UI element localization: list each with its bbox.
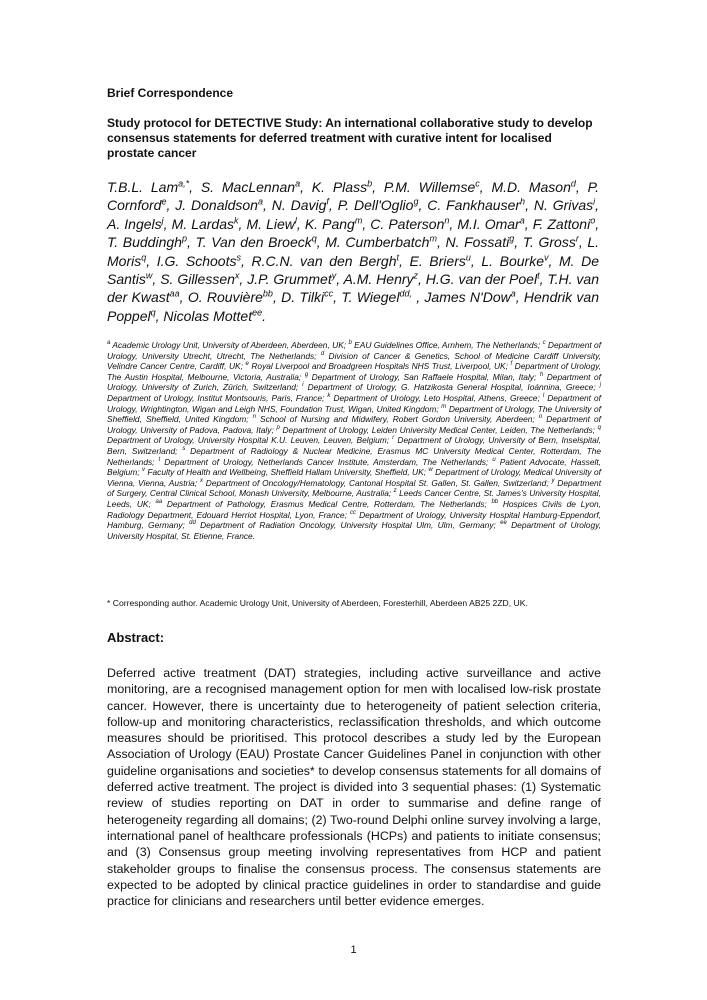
author-affiliation-mark: t	[537, 270, 540, 281]
affiliation-mark: t	[158, 456, 161, 463]
affiliation-mark: d	[320, 350, 325, 357]
author-name: E. Briers	[409, 252, 466, 269]
affiliation-text: Department of Urology, G. Hatzikosta General Hospital, Ioánnina, Greece;	[307, 382, 596, 393]
author-affiliation-mark: p	[181, 233, 187, 244]
author-affiliation-mark: r	[575, 233, 579, 244]
affiliation-mark: z	[393, 488, 397, 495]
affiliation-mark: a	[107, 340, 111, 347]
author-name: Nicolas Mottet	[163, 307, 253, 324]
affiliation-text: EAU Guidelines Office, Arnhem, The Netherlands;	[354, 340, 541, 350]
affiliation-text: Department of Urology, Institut Montsouris, Paris, France;	[107, 392, 325, 403]
author-affiliation-mark: t	[396, 251, 400, 262]
author-affiliation-mark: dd,	[399, 288, 412, 299]
author-affiliation-mark: v	[544, 251, 549, 262]
author-affiliation-mark: i	[593, 196, 596, 207]
affiliation-mark: x	[199, 477, 203, 484]
author-affiliation-mark: w	[145, 270, 153, 281]
author-affiliation-mark: d	[570, 178, 576, 189]
affiliation-text: Leeds Cancer Centre, St. James's University Hospital, Leeds, UK;	[107, 488, 601, 509]
author-affiliation-mark: x	[234, 270, 240, 281]
author-name: T. Gross	[522, 234, 576, 251]
affiliation-text: Faculty of Health and Wellbeing, Sheffield Hallam University, Sheffield, UK;	[147, 467, 426, 478]
affiliation-text: Department of Urology, University of Zurich, Zürich, Switzerland;	[107, 371, 602, 393]
author-name: M. Cumberbatch	[325, 234, 430, 251]
author-name: T. Wiegel	[341, 289, 400, 306]
author-affiliation-mark: cc	[324, 288, 334, 299]
page-number: 1	[350, 944, 357, 956]
author-name: P. Dell'Oglio	[337, 197, 414, 214]
author-name: T.B.L. Lam	[107, 179, 179, 195]
author-name: , James N'Dow	[416, 289, 511, 306]
affiliation-mark: b	[348, 340, 352, 347]
affiliation-mark: c	[542, 340, 546, 347]
abstract-body: Deferred active treatment (DAT) strategies, including active surveillance and active monitoring, are a recognised management option for men with localised low-risk prostate cancer. However, there is uncertainty due to heterogeneity of patient selection criteria, follow-up and monitoring characteristics, reclassification thresholds, and which outcome measures should be prioritised. This protocol describes a study led by the European Association of Urology (EAU) Prostate Cancer Guidelines Panel in conjunction with other guideline organisations and societies* to develop consensus statements for all domains of deferred active treatment. The project is divided into 3 sequential phases: (1) Systematic review of studies reporting on DAT in order to summarise and define range of heterogeneity regarding all domains; (2) Two-round Delphi online survey involving a large, international panel of healthcare professionals (HCPs) and patients to initiate consensus; and (3) Consensus group meeting involving representatives from HCP and patient stakeholder groups to finalise the consensus process. The consensus statements are expected to be adopted by clinical practice guidelines in order to standardise and guide practice for clinicians and researchers until better evidence emerges.	[107, 666, 601, 909]
author-name: M. Lardas	[171, 215, 235, 232]
abstract-heading: Abstract:	[107, 630, 165, 645]
affiliation-text: Department of Urology, Leiden University Medical Center, Leiden, The Netherlands;	[282, 424, 595, 435]
affiliation-mark: e	[245, 361, 249, 368]
author-name: M.I. Omar	[457, 215, 520, 232]
author-name: S. MacLennan	[200, 179, 296, 195]
affiliation-text: Hospices Civils de Lyon, Radiology Department, Edouard Herriot Hospital, Lyon, France;	[107, 498, 601, 520]
author-name: A.M. Henry	[343, 271, 414, 288]
affiliation-mark: ee	[500, 520, 507, 527]
author-affiliation-mark: a,*	[178, 178, 190, 189]
affiliation-mark: r	[392, 435, 395, 442]
author-affiliation-mark: f	[326, 196, 329, 207]
affiliation-mark: s	[182, 446, 186, 453]
author-affiliation-mark: h	[520, 196, 526, 207]
affiliation-text: Department of Urology, University Hospital K.U. Leuven, Leuven, Belgium;	[107, 435, 390, 446]
affiliation-text: Department of Urology, University Utrecht, Utrecht, The Netherlands;	[107, 340, 602, 361]
author-name: C. Paterson	[370, 215, 445, 232]
affiliation-mark: aa	[155, 499, 163, 506]
affiliation-text: Department of Urology, Wrightington, Wigan and Leigh NHS, Foundation Trust, Wigan, United Kingdom;	[107, 392, 602, 414]
author-name: T. Van den Broeck	[195, 234, 312, 251]
affiliation-text: Academic Urology Unit, University of Aberdeen, Aberdeen, UK;	[112, 340, 347, 350]
author-name: P.M. Willemse	[383, 179, 476, 195]
author-name: N. Grivas	[533, 197, 594, 214]
author-name: L. Bourke	[481, 252, 544, 269]
author-affiliation-mark: s	[236, 251, 241, 262]
author-affiliation-mark: b	[367, 178, 373, 189]
author-affiliation-mark: l	[294, 215, 297, 226]
author-name: C. Fankhauser	[427, 197, 521, 214]
author-name: L. Moris	[107, 234, 600, 269]
affiliation-text: Patient Advocate, Hasselt, Belgium;	[107, 456, 602, 478]
affiliation-text: Department of Urology, Leto Hospital, Athens, Greece;	[333, 392, 540, 403]
affiliation-mark: cc	[349, 509, 356, 516]
corresponding-author-note: * Corresponding author. Academic Urology Unit, University of Aberdeen, Foresterhill, Aberdeen AB25 2ZD, UK.	[107, 598, 528, 608]
author-affiliation-mark: a	[257, 196, 263, 207]
author-affiliation-mark: q	[141, 251, 147, 262]
author-name: R.C.N. van den Bergh	[251, 252, 397, 269]
author-affiliation-mark: a	[295, 178, 301, 189]
affiliation-text: Department of Urology, San Raffaele Hospital, Milan, Italy;	[311, 371, 537, 382]
author-name: K. Pang	[304, 215, 355, 232]
affiliation-text: Department of Radiology & Nuclear Medicine, Erasmus MC University Medical Center, Rotterdam, The Netherlands;	[107, 445, 602, 467]
affiliation-mark: m	[441, 403, 447, 410]
author-affiliation-mark: m	[429, 233, 437, 244]
author-name: M. Liew	[246, 215, 295, 232]
author-name: S. Gillessen	[160, 271, 235, 288]
author-name: A. Ingels	[107, 215, 162, 232]
affiliation-mark: l	[542, 393, 545, 400]
author-name: T. Buddingh	[107, 234, 182, 251]
author-name: Hendrik van Poppel	[107, 289, 599, 324]
affiliation-text: Department of Radiation Oncology, University Hospital Ulm, Ulm, Germany;	[200, 520, 496, 531]
affiliation-text: School of Nursing and Midwifery, Robert Gordon University, Aberdeen;	[260, 414, 535, 425]
affiliation-text: Division of Cancer & Genetics, School of Medicine Cardiff University, Velindre Cancer Centre, Cardiff, UK;	[107, 350, 601, 372]
author-name: D. Tilki	[281, 289, 325, 306]
affiliation-text: Royal Liverpool and Broadgreen Hospitals NHS Trust, Liverpool, UK;	[251, 361, 508, 372]
author-name: M. De Santis	[107, 252, 600, 288]
affiliation-text: Department of Urology, The University of Sheffield, Sheffield, United Kingdom;	[107, 403, 601, 425]
author-affiliation-mark: aa	[169, 288, 180, 299]
affiliation-text: Department of Surgery, Central Clinical School, Monash University, Melbourne, Australia;	[107, 477, 602, 499]
author-affiliation-mark: k	[234, 215, 239, 226]
author-affiliation-mark: m	[354, 215, 363, 226]
affiliation-list	[107, 340, 601, 541]
author-name: O. Rouvière	[187, 289, 263, 306]
author-name: H.G. van der Poel	[425, 271, 538, 288]
author-affiliation-mark: q	[150, 307, 156, 318]
author-affiliation-mark: n	[444, 215, 450, 226]
author-affiliation-mark: q	[311, 233, 317, 244]
author-affiliation-mark: g	[509, 233, 515, 244]
affiliation-mark: p	[276, 424, 280, 431]
affiliation-mark: y	[551, 477, 555, 484]
affiliation-text: Department of Oncology/Hematology, Cantonal Hospital St. Gallen, St. Gallen, Switzerland;	[205, 477, 549, 488]
affiliation-text: Department of Urology, The Austin Hospital, Melbourne, Victoria, Australia;	[107, 361, 602, 382]
author-affiliation-mark: a	[519, 215, 525, 226]
author-name: P. Cornford	[107, 179, 600, 214]
affiliation-text: Department of Urology, University Hospital Hamburg-Eppendorf, Hamburg, Germany;	[107, 509, 601, 531]
affiliation-mark: q	[597, 424, 601, 431]
affiliation-text: Department of Urology, University of Bern, Inselspital, Bern, Switzerland;	[107, 435, 602, 456]
author-name: M.D. Mason	[491, 179, 571, 195]
affiliation-text: Department of Urology, University Hospital, St. Etienne, France.	[107, 520, 602, 541]
paper-title: Study protocol for DETECTIVE Study: An international collaborative study to develop consensus statements for deferred treatment with curative intent for localised prostate cancer	[107, 116, 593, 160]
author-affiliation-mark: u	[465, 251, 471, 262]
affiliation-mark: k	[327, 393, 331, 400]
author-affiliation-mark: j	[161, 215, 164, 226]
author-name: F. Zattoni	[532, 215, 591, 232]
affiliation-text: Department of Urology, Netherlands Cancer Institute, Amsterdam, The Netherlands;	[164, 456, 489, 467]
affiliation-mark: h	[539, 371, 544, 378]
author-name: N. Davig	[271, 197, 327, 214]
author-affiliation-mark: a	[510, 288, 516, 299]
author-name: J. Donaldson	[175, 197, 258, 214]
affiliation-mark: g	[304, 371, 309, 378]
author-affiliation-mark: z	[413, 270, 419, 281]
affiliation-mark: n	[252, 414, 256, 421]
affiliation-mark: v	[141, 467, 145, 474]
author-affiliation-mark: o	[590, 215, 596, 226]
section-label: Brief Correspondence	[107, 86, 234, 100]
author-affiliation-mark: g	[413, 196, 419, 207]
author-affiliation-mark: e	[161, 196, 167, 207]
author-name: N. Fossati	[445, 234, 510, 251]
affiliation-text: Department of Urology, Medical University of Vienna, Vienna, Austria;	[107, 467, 601, 488]
affiliation-text: Department of Pathology, Erasmus Medical Centre, Rotterdam, The Netherlands;	[166, 498, 487, 509]
author-name: K. Plass	[311, 179, 368, 195]
author-name: T.H. van der Kwast	[107, 271, 599, 306]
affiliation-mark: i	[302, 382, 304, 389]
affiliation-mark: f	[510, 361, 513, 368]
affiliation-mark: dd	[189, 520, 196, 527]
author-affiliation-mark: y	[331, 270, 337, 281]
affiliation-mark: u	[492, 456, 496, 463]
author-affiliation-mark: bb	[262, 288, 273, 299]
affiliation-text: Department of Urology, University of Padova, Padova, Italy;	[107, 414, 601, 435]
author-affiliation-mark: c	[475, 178, 480, 189]
author-list: T.B.L. Lam$^{a,*}$, S. MacLennan$^a$, K. Plass$^b$, P.M. Willemse$^c$, M.D. Mason$^d$, P. Cornford$^e$, J. Donaldson$^a$, N. Davig$^f$, P. Dell'Oglio$^g$, C. Fankhauser$^h$, N. Grivas$^i$, A. Ingels$^j$, M. Lardas$^k$, M. Liew$^l$, K. Pang$^m$, C. Paterson$^n$, M.I. Omar$^a$, F. Zattoni$^o$, T. Buddingh$^p$, T. Van den Broeck$^q$, M. Cumberbatch$^m$, N. Fossati$^g$, T. Gross$^r$, L. Moris$^q$, I.G. Schoots$^s$, R.C.N. van den Bergh$^t$, E. Briers$^u$, L. Bourke$^v$, M. De Santis$^w$, S. Gillessen$^x$, J.P. Grummet$^y$, A.M. Henry$^z$, H.G. van der Poel$^t$, T.H. van der Kwast$^{aa}$, O. Rouvière$^{bb}$, D. Tilki$^{cc}$, T. Wiegel$^{dd,}$ , James N'Dow$^a$, Hendrik van Poppel$^q$, Nicolas Mottet$^{ee}$.	[107, 178, 600, 324]
affiliation-mark: j	[599, 382, 602, 389]
author-name: J.P. Grummet	[247, 271, 332, 288]
affiliation-mark: o	[538, 414, 543, 421]
author-affiliation-mark: ee	[252, 307, 263, 318]
affiliation-mark: bb	[491, 499, 499, 506]
affiliation-mark: w	[428, 467, 433, 474]
author-name: I.G. Schoots	[156, 252, 237, 269]
